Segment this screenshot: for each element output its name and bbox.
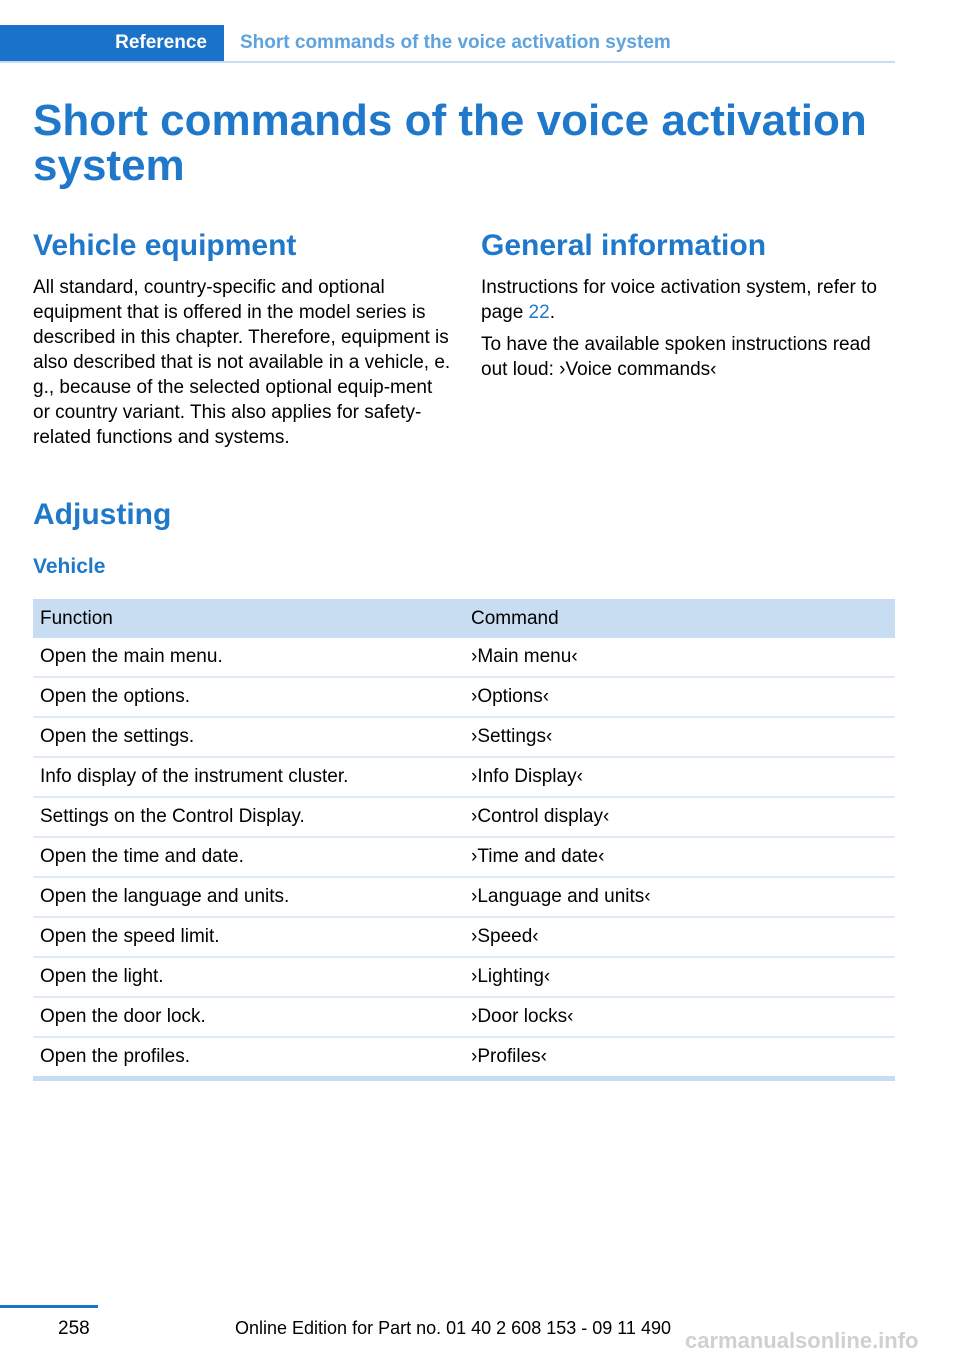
- command-cell: ›Language and units‹: [464, 877, 895, 917]
- function-cell: Open the door lock.: [33, 997, 464, 1037]
- adjusting-heading: Adjusting: [33, 498, 172, 531]
- table-row: [33, 797, 895, 837]
- vehicle-equipment-body: [33, 275, 451, 457]
- function-cell: Open the main menu.: [33, 638, 464, 677]
- header-chapter-title: Short commands of the voice activation system: [240, 32, 671, 53]
- function-cell: Open the profiles.: [33, 1037, 464, 1079]
- command-cell: ›Control display‹: [464, 797, 895, 837]
- table-row: [33, 757, 895, 797]
- vehicle-equipment-heading: Vehicle equipment: [33, 229, 297, 262]
- footer-rule: [0, 1305, 98, 1308]
- general-information-body: [481, 275, 899, 389]
- table-row: [33, 837, 895, 877]
- column-header-function: Function: [33, 599, 464, 638]
- page-header: [0, 25, 895, 63]
- para1-text: Instructions for voice activation system, refer to page: [481, 277, 877, 323]
- vehicle-subheading: Vehicle: [33, 555, 106, 578]
- function-cell: Open the options.: [33, 677, 464, 717]
- table-row: [33, 957, 895, 997]
- page-reference-link[interactable]: 22: [528, 302, 550, 323]
- general-information-heading: General information: [481, 229, 767, 262]
- column-header-command: Command: [464, 599, 895, 638]
- command-cell: ›Time and date‹: [464, 837, 895, 877]
- function-cell: Settings on the Control Display.: [33, 797, 464, 837]
- command-cell: ›Lighting‹: [464, 957, 895, 997]
- function-cell: Open the light.: [33, 957, 464, 997]
- command-cell: ›Speed‹: [464, 917, 895, 957]
- command-cell: ›Door locks‹: [464, 997, 895, 1037]
- table-header-row: [33, 599, 895, 638]
- page-title: Short commands of the voice activation system: [33, 96, 867, 190]
- table-row: [33, 677, 895, 717]
- voice-command-table: [33, 599, 895, 1081]
- table-row: [33, 1037, 895, 1079]
- general-information-para2: To have the available spoken instructions read out loud: ›Voice commands‹: [481, 334, 871, 380]
- function-cell: Open the settings.: [33, 717, 464, 757]
- watermark: carmanualsonline.info: [685, 1328, 919, 1353]
- table-row: [33, 917, 895, 957]
- function-cell: Info display of the instrument cluster.: [33, 757, 464, 797]
- general-information-para1: [481, 275, 899, 325]
- table-row: [33, 997, 895, 1037]
- table-row: [33, 877, 895, 917]
- function-cell: Open the language and units.: [33, 877, 464, 917]
- command-cell: ›Profiles‹: [464, 1037, 895, 1079]
- function-cell: Open the time and date.: [33, 837, 464, 877]
- page-number: 258: [58, 1318, 90, 1339]
- vehicle-equipment-text: All standard, country-specific and optional equipment that is offered in the model series is described in this chapter. Therefore, equipment is also described that is not available in a vehicle, e. g., because of the selected optional equip-ment or country variant. This also applies for safety-related functions and systems.: [33, 277, 451, 448]
- command-cell: ›Info Display‹: [464, 757, 895, 797]
- command-cell: ›Options‹: [464, 677, 895, 717]
- footer-edition: Online Edition for Part no. 01 40 2 608 153 - 09 11 490: [235, 1318, 671, 1338]
- header-section-label: Reference: [115, 32, 207, 53]
- function-cell: Open the speed limit.: [33, 917, 464, 957]
- table-body: [33, 638, 895, 1079]
- table-row: [33, 638, 895, 677]
- command-cell: ›Main menu‹: [464, 638, 895, 677]
- table-row: [33, 717, 895, 757]
- para1-suffix: .: [549, 302, 555, 323]
- command-cell: ›Settings‹: [464, 717, 895, 757]
